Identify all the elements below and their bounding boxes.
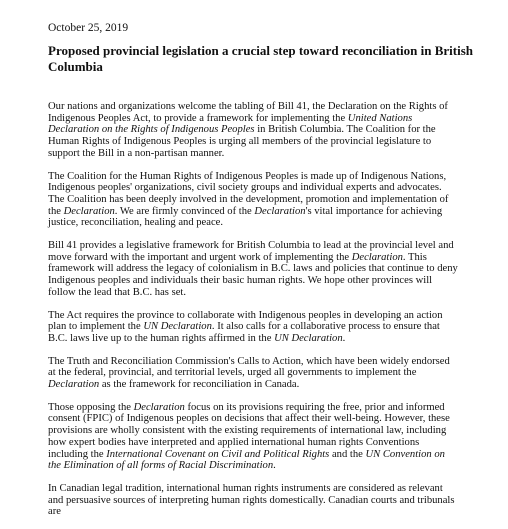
italic-title: UN Convention on the Elimination of all forms of Racial Discrimination: [48, 448, 445, 472]
paragraph-5: [48, 356, 460, 391]
text-run: in British Columbia. The Coalition for the Human Rights of Indigenous Peoples is urging all members of the provincial legislature to support the Bill in a non-partisan manner.: [48, 124, 436, 159]
italic-title: UN Declaration: [143, 321, 212, 333]
text-run: as the framework for reconciliation in Canada.: [99, 379, 300, 391]
text-run: and the: [329, 448, 366, 460]
italic-title: Declaration: [254, 205, 306, 217]
text-run: The Truth and Reconciliation Commission's Calls to Action, which have been widely endorsed at the federal, provincial, and territorial levels, urged all governments to implement the: [48, 355, 450, 379]
italic-title: United Nations Declaration on the Rights of Indigenous Peoples: [48, 112, 413, 136]
italic-title: Declaration: [351, 251, 403, 263]
text-run: The Coalition for the Human Rights of Indigenous Peoples is made up of Indigenous Nations, Indigenous peoples' organizations, civil society groups and individual experts and advocates. The Coalition has been deeply involved in the development, promotion and implementation of the: [48, 170, 449, 217]
document-date: October 25, 2019: [48, 22, 129, 34]
text-run: . We are firmly convinced of the: [114, 205, 255, 217]
italic-title: Declaration: [133, 401, 185, 413]
text-run: focus on its provisions requiring the free, prior and informed consent (FPIC) of Indigenous peoples on decisions that affect their well-being. However, these provisions are wholly consistent with the existing requirements of international law, including how expert bodies have interpreted and applied international human rights Conventions including the: [48, 401, 450, 460]
paragraph-4: [48, 310, 460, 345]
text-run: Our nations and organizations welcome the tabling of Bill 41, the Declaration on the Rights of Indigenous Peoples Act, to provide a framework for implementing the: [48, 101, 448, 124]
text-run: . This framework will address the legacy of colonialism in B.C. laws and policies that continue to deny Indigenous peoples and individuals their basic human rights. We hope other provinces will follow the lead that B.C. has set.: [48, 251, 458, 298]
text-run: .: [273, 460, 276, 472]
italic-title: Declaration: [48, 379, 100, 391]
italic-title: UN Declaration: [274, 332, 343, 344]
document-body: [48, 101, 460, 529]
italic-title: Declaration: [63, 205, 115, 217]
text-run: Bill 41 provides a legislative framework for British Columbia to lead at the provincial level and move forward with the important and urgent work of implementing the: [48, 240, 454, 263]
text-run: The Act requires the province to collaborate with Indigenous peoples in developing an action plan to implement the: [48, 309, 443, 333]
text-run: In Canadian legal tradition, international human rights instruments are considered as relevant and persuasive sources of interpreting human rights domestically. Canadian courts and tribunals are: [48, 482, 455, 518]
paragraph-6: [48, 402, 460, 472]
text-run: 's vital importance for achieving justice, reconciliation, healing and peace.: [48, 205, 443, 229]
text-run: Those opposing the: [48, 401, 134, 413]
text-run: . It also calls for a collaborative process to ensure that B.C. laws live up to the human rights affirmed in the: [48, 321, 440, 344]
paragraph-2: [48, 171, 460, 230]
text-run: .: [342, 332, 346, 344]
paragraph-7: [48, 483, 460, 518]
paragraph-3: [48, 240, 460, 299]
paragraph-1: [48, 101, 460, 160]
italic-title: International Covenant on Civil and Political Rights: [106, 448, 330, 460]
document-title: Proposed provincial legislation a crucial step toward reconciliation in British Columbia: [48, 43, 474, 74]
